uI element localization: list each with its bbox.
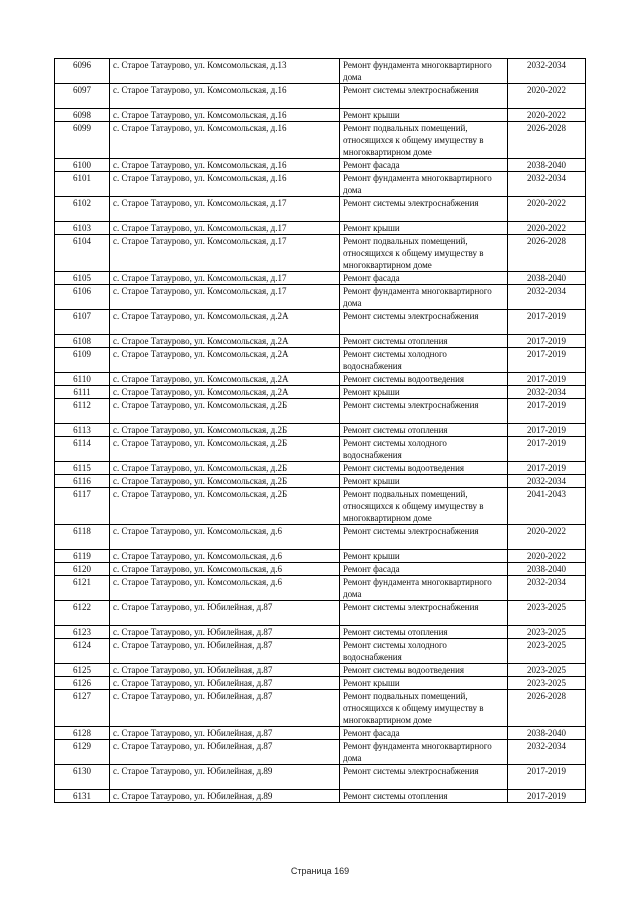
period-cell: 2020-2022 [508,109,586,122]
address-cell: с. Старое Татаурово, ул. Юбилейная, д.87 [110,740,340,765]
work-type-cell: Ремонт крыши [340,386,508,399]
work-type-cell: Ремонт подвальных помещений, относящихся к общему имуществу в многоквартирном доме [340,690,508,727]
row-number-cell: 6125 [55,664,110,677]
row-number-cell: 6121 [55,576,110,601]
table-row [55,159,586,172]
address-cell: с. Старое Татаурово, ул. Комсомольская, д.6 [110,563,340,576]
work-type-cell: Ремонт системы электроснабжения [340,84,508,109]
address-cell: с. Старое Татаурово, ул. Комсомольская, д.2А [110,310,340,335]
table-row [55,386,586,399]
period-cell: 2017-2019 [508,310,586,335]
table-row [55,310,586,335]
work-type-cell: Ремонт системы отопления [340,424,508,437]
table-row [55,285,586,310]
address-cell: с. Старое Татаурово, ул. Юбилейная, д.89 [110,790,340,803]
row-number-cell: 6097 [55,84,110,109]
period-cell: 2032-2034 [508,386,586,399]
row-number-cell: 6108 [55,335,110,348]
address-cell: с. Старое Татаурово, ул. Юбилейная, д.87 [110,677,340,690]
table-row [55,576,586,601]
period-cell: 2038-2040 [508,727,586,740]
address-cell: с. Старое Татаурово, ул. Комсомольская, д.16 [110,109,340,122]
period-cell: 2020-2022 [508,84,586,109]
period-cell: 2020-2022 [508,550,586,563]
page-number: Страница 169 [290,866,350,876]
row-number-cell: 6131 [55,790,110,803]
row-number-cell: 6117 [55,488,110,525]
table-row [55,272,586,285]
row-number-cell: 6110 [55,373,110,386]
table-row [55,740,586,765]
row-number-cell: 6101 [55,172,110,197]
table-row [55,335,586,348]
period-cell: 2017-2019 [508,335,586,348]
row-number-cell: 6105 [55,272,110,285]
period-cell: 2041-2043 [508,488,586,525]
address-cell: с. Старое Татаурово, ул. Комсомольская, д.17 [110,285,340,310]
work-type-cell: Ремонт подвальных помещений, относящихся к общему имуществу в многоквартирном доме [340,122,508,159]
row-number-cell: 6111 [55,386,110,399]
row-number-cell: 6124 [55,639,110,664]
address-cell: с. Старое Татаурово, ул. Комсомольская, д.6 [110,525,340,550]
period-cell: 2038-2040 [508,159,586,172]
period-cell: 2017-2019 [508,373,586,386]
row-number-cell: 6113 [55,424,110,437]
work-type-cell: Ремонт системы электроснабжения [340,197,508,222]
table-row [55,563,586,576]
page-footer [0,866,640,876]
work-type-cell: Ремонт системы отопления [340,626,508,639]
row-number-cell: 6102 [55,197,110,222]
work-type-cell: Ремонт подвальных помещений, относящихся к общему имуществу в многоквартирном доме [340,488,508,525]
table-row [55,84,586,109]
address-cell: с. Старое Татаурово, ул. Комсомольская, д.2Б [110,475,340,488]
work-type-cell: Ремонт крыши [340,550,508,563]
work-type-cell: Ремонт системы отопления [340,335,508,348]
row-number-cell: 6129 [55,740,110,765]
row-number-cell: 6100 [55,159,110,172]
period-cell: 2032-2034 [508,285,586,310]
row-number-cell: 6104 [55,235,110,272]
table-row [55,790,586,803]
row-number-cell: 6107 [55,310,110,335]
row-number-cell: 6114 [55,437,110,462]
table-row [55,525,586,550]
period-cell: 2017-2019 [508,790,586,803]
period-cell: 2023-2025 [508,601,586,626]
table-row [55,626,586,639]
table-row [55,601,586,626]
period-cell: 2026-2028 [508,690,586,727]
address-cell: с. Старое Татаурово, ул. Комсомольская, д.2А [110,386,340,399]
period-cell: 2032-2034 [508,475,586,488]
address-cell: с. Старое Татаурово, ул. Комсомольская, д.2Б [110,399,340,424]
row-number-cell: 6127 [55,690,110,727]
row-number-cell: 6122 [55,601,110,626]
period-cell: 2023-2025 [508,677,586,690]
period-cell: 2017-2019 [508,462,586,475]
table-row [55,172,586,197]
work-type-cell: Ремонт системы электроснабжения [340,310,508,335]
address-cell: с. Старое Татаурово, ул. Юбилейная, д.87 [110,727,340,740]
work-type-cell: Ремонт фундамента многоквартирного дома [340,59,508,84]
work-type-cell: Ремонт фасада [340,272,508,285]
row-number-cell: 6119 [55,550,110,563]
row-number-cell: 6098 [55,109,110,122]
address-cell: с. Старое Татаурово, ул. Комсомольская, д.2А [110,348,340,373]
address-cell: с. Старое Татаурово, ул. Юбилейная, д.87 [110,664,340,677]
period-cell: 2026-2028 [508,122,586,159]
table-row [55,222,586,235]
period-cell: 2032-2034 [508,740,586,765]
period-cell: 2032-2034 [508,172,586,197]
work-type-cell: Ремонт крыши [340,677,508,690]
period-cell: 2038-2040 [508,272,586,285]
period-cell: 2020-2022 [508,525,586,550]
work-type-cell: Ремонт системы холодного водоснабжения [340,348,508,373]
period-cell: 2023-2025 [508,664,586,677]
address-cell: с. Старое Татаурово, ул. Юбилейная, д.89 [110,765,340,790]
row-number-cell: 6116 [55,475,110,488]
work-type-cell: Ремонт подвальных помещений, относящихся к общему имуществу в многоквартирном доме [340,235,508,272]
row-number-cell: 6118 [55,525,110,550]
address-cell: с. Старое Татаурово, ул. Юбилейная, д.87 [110,639,340,664]
row-number-cell: 6128 [55,727,110,740]
address-cell: с. Старое Татаурово, ул. Комсомольская, д.13 [110,59,340,84]
row-number-cell: 6106 [55,285,110,310]
work-type-cell: Ремонт фасада [340,727,508,740]
work-type-cell: Ремонт системы электроснабжения [340,399,508,424]
work-type-cell: Ремонт крыши [340,475,508,488]
table-row [55,765,586,790]
table-row [55,664,586,677]
table-row [55,488,586,525]
table-row [55,399,586,424]
works-table [54,58,586,803]
address-cell: с. Старое Татаурово, ул. Комсомольская, д.6 [110,576,340,601]
address-cell: с. Старое Татаурово, ул. Комсомольская, д.17 [110,272,340,285]
address-cell: с. Старое Татаурово, ул. Комсомольская, д.2Б [110,488,340,525]
work-type-cell: Ремонт системы водоотведения [340,664,508,677]
row-number-cell: 6099 [55,122,110,159]
table-row [55,109,586,122]
table-row [55,424,586,437]
work-type-cell: Ремонт фундамента многоквартирного дома [340,740,508,765]
row-number-cell: 6103 [55,222,110,235]
table-row [55,677,586,690]
table-row [55,235,586,272]
period-cell: 2020-2022 [508,197,586,222]
work-type-cell: Ремонт фасада [340,159,508,172]
address-cell: с. Старое Татаурово, ул. Юбилейная, д.87 [110,601,340,626]
period-cell: 2017-2019 [508,437,586,462]
row-number-cell: 6112 [55,399,110,424]
work-type-cell: Ремонт фундамента многоквартирного дома [340,576,508,601]
period-cell: 2017-2019 [508,765,586,790]
row-number-cell: 6115 [55,462,110,475]
work-type-cell: Ремонт системы электроснабжения [340,765,508,790]
work-type-cell: Ремонт крыши [340,222,508,235]
period-cell: 2026-2028 [508,235,586,272]
address-cell: с. Старое Татаурово, ул. Комсомольская, д.17 [110,235,340,272]
work-type-cell: Ремонт системы электроснабжения [340,525,508,550]
address-cell: с. Старое Татаурово, ул. Комсомольская, д.6 [110,550,340,563]
address-cell: с. Старое Татаурово, ул. Комсомольская, д.16 [110,172,340,197]
table-row [55,475,586,488]
address-cell: с. Старое Татаурово, ул. Комсомольская, д.17 [110,197,340,222]
period-cell: 2017-2019 [508,399,586,424]
work-type-cell: Ремонт системы холодного водоснабжения [340,437,508,462]
table-row [55,197,586,222]
period-cell: 2023-2025 [508,626,586,639]
row-number-cell: 6096 [55,59,110,84]
table-row [55,59,586,84]
work-type-cell: Ремонт фасада [340,563,508,576]
work-type-cell: Ремонт фундамента многоквартирного дома [340,172,508,197]
address-cell: с. Старое Татаурово, ул. Комсомольская, д.2Б [110,462,340,475]
address-cell: с. Старое Татаурово, ул. Комсомольская, д.2А [110,373,340,386]
work-type-cell: Ремонт системы электроснабжения [340,601,508,626]
work-type-cell: Ремонт системы водоотведения [340,373,508,386]
address-cell: с. Старое Татаурово, ул. Юбилейная, д.87 [110,626,340,639]
work-type-cell: Ремонт фундамента многоквартирного дома [340,285,508,310]
table-row [55,462,586,475]
period-cell: 2038-2040 [508,563,586,576]
address-cell: с. Старое Татаурово, ул. Комсомольская, д.16 [110,84,340,109]
period-cell: 2032-2034 [508,576,586,601]
row-number-cell: 6123 [55,626,110,639]
address-cell: с. Старое Татаурово, ул. Юбилейная, д.87 [110,690,340,727]
period-cell: 2017-2019 [508,348,586,373]
table-row [55,348,586,373]
row-number-cell: 6120 [55,563,110,576]
work-type-cell: Ремонт системы холодного водоснабжения [340,639,508,664]
works-table-body [55,59,586,803]
row-number-cell: 6109 [55,348,110,373]
address-cell: с. Старое Татаурово, ул. Комсомольская, д.2Б [110,437,340,462]
period-cell: 2023-2025 [508,639,586,664]
table-row [55,639,586,664]
period-cell: 2032-2034 [508,59,586,84]
work-type-cell: Ремонт системы отопления [340,790,508,803]
table-row [55,122,586,159]
row-number-cell: 6130 [55,765,110,790]
address-cell: с. Старое Татаурово, ул. Комсомольская, д.2А [110,335,340,348]
address-cell: с. Старое Татаурово, ул. Комсомольская, д.16 [110,159,340,172]
work-type-cell: Ремонт системы водоотведения [340,462,508,475]
work-type-cell: Ремонт крыши [340,109,508,122]
table-row [55,373,586,386]
period-cell: 2017-2019 [508,424,586,437]
table-row [55,550,586,563]
address-cell: с. Старое Татаурово, ул. Комсомольская, д.2Б [110,424,340,437]
table-row [55,727,586,740]
table-row [55,690,586,727]
table-row [55,437,586,462]
period-cell: 2020-2022 [508,222,586,235]
address-cell: с. Старое Татаурово, ул. Комсомольская, д.17 [110,222,340,235]
address-cell: с. Старое Татаурово, ул. Комсомольская, д.16 [110,122,340,159]
row-number-cell: 6126 [55,677,110,690]
